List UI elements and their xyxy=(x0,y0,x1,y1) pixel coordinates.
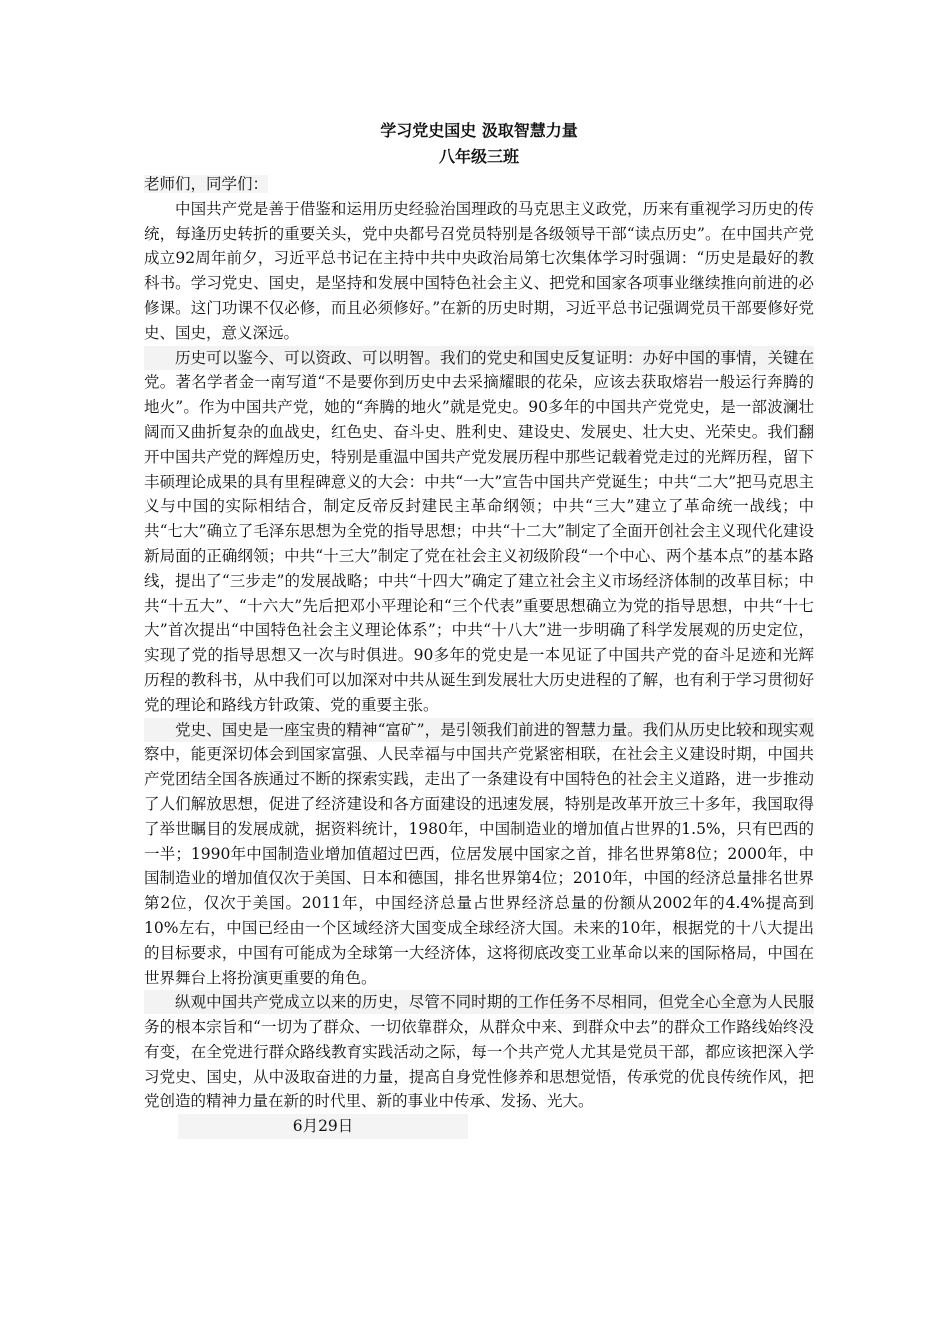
paragraph-3: 党史、国史是一座宝贵的精神“富矿”，是引领我们前进的智慧力量。我们从历史比较和现实观察中，能更深切体会到国家富强、人民幸福与中国共产党紧密相联，在社会主义建设时期，中国共产党团结全国各族通过不断的探索实践，走出了一条建设有中国特色的社会主义道路，进一步推动了人们解放思想，促进了经济建设和各方面建设的迅速发展，特别是改革开放三十多年，我国取得了举世瞩目的发展成就，据资料统计，1980年，中国制造业的增加值占世界的1.5%，只有巴西的一半；1990年中国制造业增加值超过巴西，位居发展中国家之首，排名世界第8位；2000年，中国制造业的增加值仅次于美国、日本和德国，排名世界第4位；2010年，中国的经济总量排名世界第2位，仅次于美国。2011年，中国经济总量占世界经济总量的份额从2002年的4.4%提高到10%左右，中国已经由一个区域经济大国变成全球经济大国。未来的10年，根据党的十八大提出的目标要求，中国有可能成为全球第一大经济体，这将彻底改变工业革命以来的国际格局，中国在世界舞台上将扮演更重要的角色。 xyxy=(144,718,814,991)
salutation xyxy=(144,172,814,197)
paragraph-2: 历史可以鉴今、可以资政、可以明智。我们的党史和国史反复证明：办好中国的事情，关键在党。著名学者金一南写道“不是要你到历史中去采摘耀眼的花朵，应该去获取熔岩一般运行奔腾的地火”。作为中国共产党，她的“奔腾的地火”就是党史。90多年的中国共产党党史，是一部波澜壮阔而又曲折复杂的血战史，红色史、奋斗史、胜利史、建设史、发展史、壮大史、光荣史。我们翻开中国共产党的辉煌历史，特别是重温中国共产党发展历程中那些记载着党走过的光辉历程，留下丰硕理论成果的具有里程碑意义的大会：中共“一大”宣告中国共产党诞生；中共“二大”把马克思主义与中国的实际相结合，制定反帝反封建民主革命纲领；中共“三大”建立了革命统一战线；中共“七大”确立了毛泽东思想为全党的指导思想；中共“十二大”制定了全面开创社会主义现代化建设新局面的正确纲领；中共“十三大”制定了党在社会主义初级阶段“一个中心、两个基本点”的基本路线，提出了“三步走”的发展战略；中共“十四大”确定了建立社会主义市场经济体制的改革目标；中共“十五大”、“十六大”先后把邓小平理论和“三个代表”重要思想确立为党的指导思想，中共“十七大”首次提出“中国特色社会主义理论体系”；中共“十八大”进一步明确了科学发展观的历史定位，实现了党的指导思想又一次与时俱进。90多年的党史是一本见证了中国共产党的奋斗足迹和光辉历程的教科书，从中我们可以加深对中共从诞生到发展壮大历史进程的了解，也有利于学习贯彻好党的理论和路线方针政策、党的重要主张。 xyxy=(144,346,814,718)
paragraph-1: 中国共产党是善于借鉴和运用历史经验治国理政的马克思主义政党，历来有重视学习历史的传统，每逢历史转折的重要关头，党中央都号召党员特别是各级领导干部“读点历史”。在中国共产党成立92周年前夕，习近平总书记在主持中共中央政治局第七次集体学习时强调：“历史是最好的教科书。学习党史、国史，是坚持和发展中国特色社会主义、把党和国家各项事业继续推向前进的必修课。这门功课不仅必修，而且必须修好。”在新的历史时期，习近平总书记强调党员干部要修好党史、国史，意义深远。 xyxy=(144,199,814,342)
document-title: 学习党史国史 汲取智慧力量 xyxy=(380,121,578,140)
date-line xyxy=(144,1114,814,1139)
document-page xyxy=(144,118,814,1139)
date-text: 6月29日 xyxy=(178,1114,468,1139)
paragraph-4: 纵观中国共产党成立以来的历史，尽管不同时期的工作任务不尽相同，但党全心全意为人民服务的根本宗旨和“一切为了群众、一切依靠群众，从群众中来、到群众中去”的群众工作路线始终没有变，在全党进行群众路线教育实践活动之际，每一个共产党人尤其是党员干部，都应该把深入学习党史、国史，从中汲取奋进的力量，提高自身党性修养和思想觉悟，传承党的优良传统作风，把党创造的精神力量在新的时代里、新的事业中传承、发扬、光大。 xyxy=(144,990,814,1114)
document-subtitle: 八年级三班 xyxy=(438,147,519,166)
salutation-text: 老师们，同学们： xyxy=(144,175,269,193)
